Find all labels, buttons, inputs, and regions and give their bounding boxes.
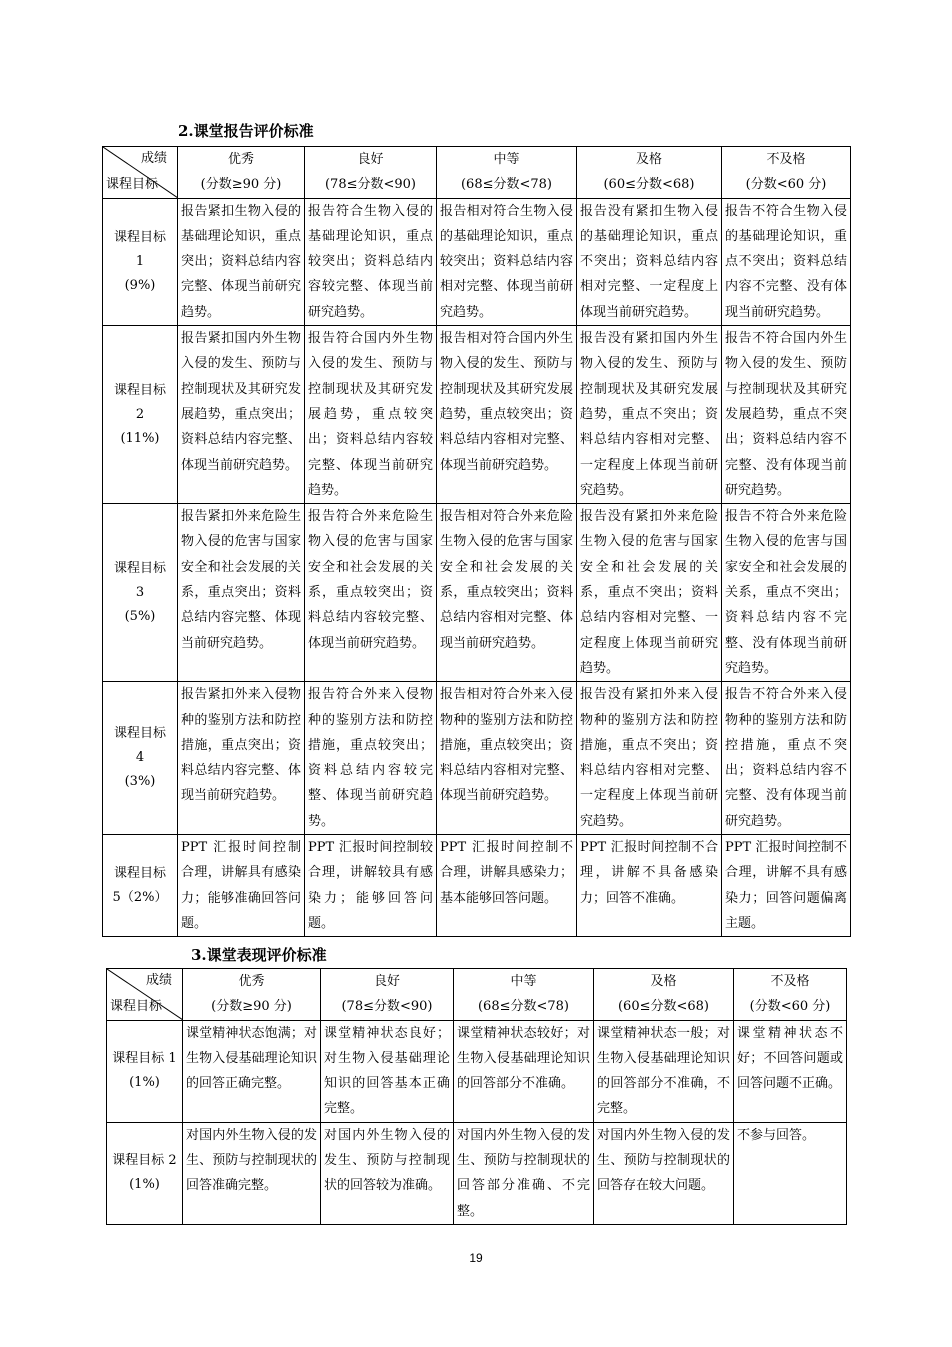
criteria-cell: 报告相对符合生物入侵的基础理论知识，重点较突出；资料总结内容相对完整、体现当前研究趋势。	[437, 198, 577, 325]
grade-header	[321, 969, 454, 1021]
criteria-cell: 报告没有紧扣外来入侵物种的鉴别方法和防控措施，重点不突出；资料总结内容相对完整、一定程度上体现当前研究趋势。	[577, 682, 722, 835]
page-number: 19	[469, 1251, 483, 1265]
grade-range: (68≤分数<78)	[477, 999, 569, 1015]
criteria-cell: 报告紧扣生物入侵的基础理论知识，重点突出；资料总结内容完整、体现当前研究趋势。	[178, 198, 305, 325]
table-row	[103, 835, 851, 937]
section-title-performance: 3.课堂表现评价标准	[191, 946, 327, 964]
grade-header	[454, 969, 594, 1021]
criteria-cell: 课堂精神状态一般；对生物入侵基础理论知识的回答部分不准确，不完整。	[594, 1020, 734, 1122]
criteria-cell: 报告符合外来危险生物入侵的危害与国家安全和社会发展的关系，重点较突出；资料总结内容较完整、体现当前研究趋势。	[305, 504, 437, 682]
course-goal-cell	[107, 1020, 183, 1122]
grade-range: (分数≥90 分)	[200, 177, 282, 193]
grade-header	[577, 147, 722, 199]
corner-bottom-label: 课程目标	[106, 176, 159, 192]
grade-range: (分数<60 分)	[745, 177, 827, 193]
grade-range: (分数<60 分)	[749, 999, 831, 1015]
criteria-cell: 报告没有紧扣生物入侵的基础理论知识，重点不突出；资料总结内容相对完整、一定程度上体现当前研究趋势。	[577, 198, 722, 325]
goal-weight: (1%)	[129, 1075, 160, 1091]
goal-weight: 5（2%）	[112, 889, 168, 905]
corner-bottom-label: 课程目标	[110, 998, 163, 1014]
criteria-cell: PPT 汇报时间控制不合理，讲解不具备感染力；回答不准确。	[577, 835, 722, 937]
criteria-cell: 报告紧扣外来入侵物种的鉴别方法和防控措施，重点突出；资料总结内容完整、体现当前研究趋势。	[178, 682, 305, 835]
goal-label: 课程目标	[113, 229, 166, 245]
goal-weight: (1%)	[129, 1177, 160, 1193]
criteria-cell: PPT 汇报时间控制不合理，讲解具感染力；基本能够回答问题。	[437, 835, 577, 937]
criteria-cell: 课堂精神状态不好；不回答问题或回答问题不正确。	[734, 1020, 847, 1122]
criteria-cell: 报告不符合生物入侵的基础理论知识，重点不突出；资料总结内容不完整、没有体现当前研究趋势。	[722, 198, 851, 325]
criteria-cell: PPT 汇报时间控制较合理，讲解较具有感染力；能够回答问题。	[305, 835, 437, 937]
grade-header	[183, 969, 321, 1021]
table-row	[103, 682, 851, 835]
grade-name: 良好	[373, 974, 400, 989]
grade-header	[305, 147, 437, 199]
criteria-cell: 报告相对符合国内外生物入侵的发生、预防与控制现状及其研究发展趋势，重点较突出；资料总结内容相对完整、体现当前研究趋势。	[437, 326, 577, 504]
criteria-cell: 对国内外生物入侵的发生、预防与控制现状的回答较为准确。	[321, 1122, 454, 1224]
grade-name: 及格	[635, 152, 662, 167]
grade-name: 优秀	[238, 974, 265, 989]
criteria-cell: PPT 汇报时间控制不合理，讲解不具有感染力；回答问题偏离主题。	[722, 835, 851, 937]
goal-label: 课程目标 1	[112, 1051, 177, 1067]
grade-range: (60≤分数<68)	[617, 999, 709, 1015]
course-goal-cell	[103, 504, 178, 682]
table-row	[107, 1020, 847, 1122]
criteria-cell: 报告符合生物入侵的基础理论知识，重点较突出；资料总结内容较完整、体现当前研究趋势。	[305, 198, 437, 325]
goal-weight: (9%)	[124, 277, 156, 293]
grade-range: (60≤分数<68)	[603, 177, 695, 193]
criteria-cell: 报告符合国内外生物入侵的发生、预防与控制现状及其研究发展趋势，重点较突出；资料总结内容较完整、体现当前研究趋势。	[305, 326, 437, 504]
criteria-cell: 报告不符合国内外生物入侵的发生、预防与控制现状及其研究发展趋势，重点不突出；资料总结内容不完整、没有体现当前研究趋势。	[722, 326, 851, 504]
grade-name: 中等	[493, 152, 520, 167]
grade-header	[594, 969, 734, 1021]
criteria-cell: 课堂精神状态较好；对生物入侵基础理论知识的回答部分不准确。	[454, 1020, 594, 1122]
criteria-cell: 报告紧扣国内外生物入侵的发生、预防与控制现状及其研究发展趋势，重点突出；资料总结内容完整、体现当前研究趋势。	[178, 326, 305, 504]
goal-label: 课程目标	[113, 560, 166, 576]
goal-weight: (11%)	[120, 430, 160, 446]
criteria-cell: 报告不符合外来危险生物入侵的危害与国家安全和社会发展的关系，重点不突出；资料总结内容不完整、没有体现当前研究趋势。	[722, 504, 851, 682]
course-goal-cell	[103, 835, 178, 937]
table-row	[103, 504, 851, 682]
goal-weight: (3%)	[124, 774, 156, 790]
table-row	[103, 326, 851, 504]
grade-header	[722, 147, 851, 199]
course-goal-cell	[103, 198, 178, 325]
criteria-cell: 报告相对符合外来入侵物种的鉴别方法和防控措施，重点较突出；资料总结内容相对完整、体现当前研究趋势。	[437, 682, 577, 835]
goal-weight: (5%)	[124, 608, 156, 624]
grade-name: 不及格	[766, 152, 806, 167]
criteria-cell: 对国内外生物入侵的发生、预防与控制现状的回答存在较大问题。	[594, 1122, 734, 1224]
grade-name: 不及格	[770, 974, 810, 989]
corner-top-label: 成绩	[145, 973, 172, 988]
report-criteria-table	[102, 146, 851, 937]
criteria-cell: 课堂精神状态良好；对生物入侵基础理论知识的回答基本正确完整。	[321, 1020, 454, 1122]
criteria-cell: 报告没有紧扣外来危险生物入侵的危害与国家安全和社会发展的关系，重点不突出；资料总结内容相对完整、一定程度上体现当前研究趋势。	[577, 504, 722, 682]
criteria-cell: 对国内外生物入侵的发生、预防与控制现状的回答部分准确、不完整。	[454, 1122, 594, 1224]
grade-range: (分数≥90 分)	[211, 999, 292, 1015]
grade-range: (78≤分数<90)	[324, 177, 416, 193]
grade-header	[178, 147, 305, 199]
criteria-cell: 课堂精神状态饱满；对生物入侵基础理论知识的回答正确完整。	[183, 1020, 321, 1122]
section-title-report: 2.课堂报告评价标准	[178, 122, 314, 140]
grade-range: (68≤分数<78)	[460, 177, 552, 193]
goal-label: 课程目标	[113, 865, 166, 881]
table-row	[107, 1122, 847, 1224]
course-goal-cell	[103, 326, 178, 504]
grade-range: (78≤分数<90)	[341, 999, 433, 1015]
criteria-cell: PPT 汇报时间控制合理，讲解具有感染力；能够准确回答问题。	[178, 835, 305, 937]
goal-label: 课程目标 2	[112, 1153, 177, 1169]
grade-header	[734, 969, 847, 1021]
performance-criteria-table	[106, 968, 847, 1225]
criteria-cell: 报告相对符合外来危险生物入侵的危害与国家安全和社会发展的关系，重点较突出；资料总结内容相对完整、体现当前研究趋势。	[437, 504, 577, 682]
grade-name: 良好	[357, 152, 384, 167]
grade-name: 中等	[510, 974, 537, 989]
criteria-cell: 报告没有紧扣国内外生物入侵的发生、预防与控制现状及其研究发展趋势，重点不突出；资料总结内容相对完整、一定程度上体现当前研究趋势。	[577, 326, 722, 504]
corner-header	[107, 969, 183, 1021]
goal-number: 2	[135, 406, 145, 422]
goal-label: 课程目标	[113, 726, 166, 742]
criteria-cell: 报告紧扣外来危险生物入侵的危害与国家安全和社会发展的关系，重点突出；资料总结内容完整、体现当前研究趋势。	[178, 504, 305, 682]
course-goal-cell	[107, 1122, 183, 1224]
criteria-cell: 报告不符合外来入侵物种的鉴别方法和防控措施，重点不突出；资料总结内容不完整、没有体现当前研究趋势。	[722, 682, 851, 835]
goal-label: 课程目标	[113, 382, 166, 398]
corner-top-label: 成绩	[140, 151, 167, 166]
goal-number: 3	[135, 584, 145, 600]
criteria-cell: 对国内外生物入侵的发生、预防与控制现状的回答准确完整。	[183, 1122, 321, 1224]
course-goal-cell	[103, 682, 178, 835]
goal-number: 4	[135, 750, 145, 766]
grade-header	[437, 147, 577, 199]
corner-header	[103, 147, 178, 199]
criteria-cell: 报告符合外来入侵物种的鉴别方法和防控措施，重点较突出；资料总结内容较完整、体现当前研究趋势。	[305, 682, 437, 835]
table-row	[103, 198, 851, 325]
criteria-cell: 不参与回答。	[734, 1122, 847, 1224]
grade-name: 优秀	[227, 152, 254, 167]
grade-name: 及格	[650, 974, 677, 989]
goal-number: 1	[135, 253, 145, 269]
